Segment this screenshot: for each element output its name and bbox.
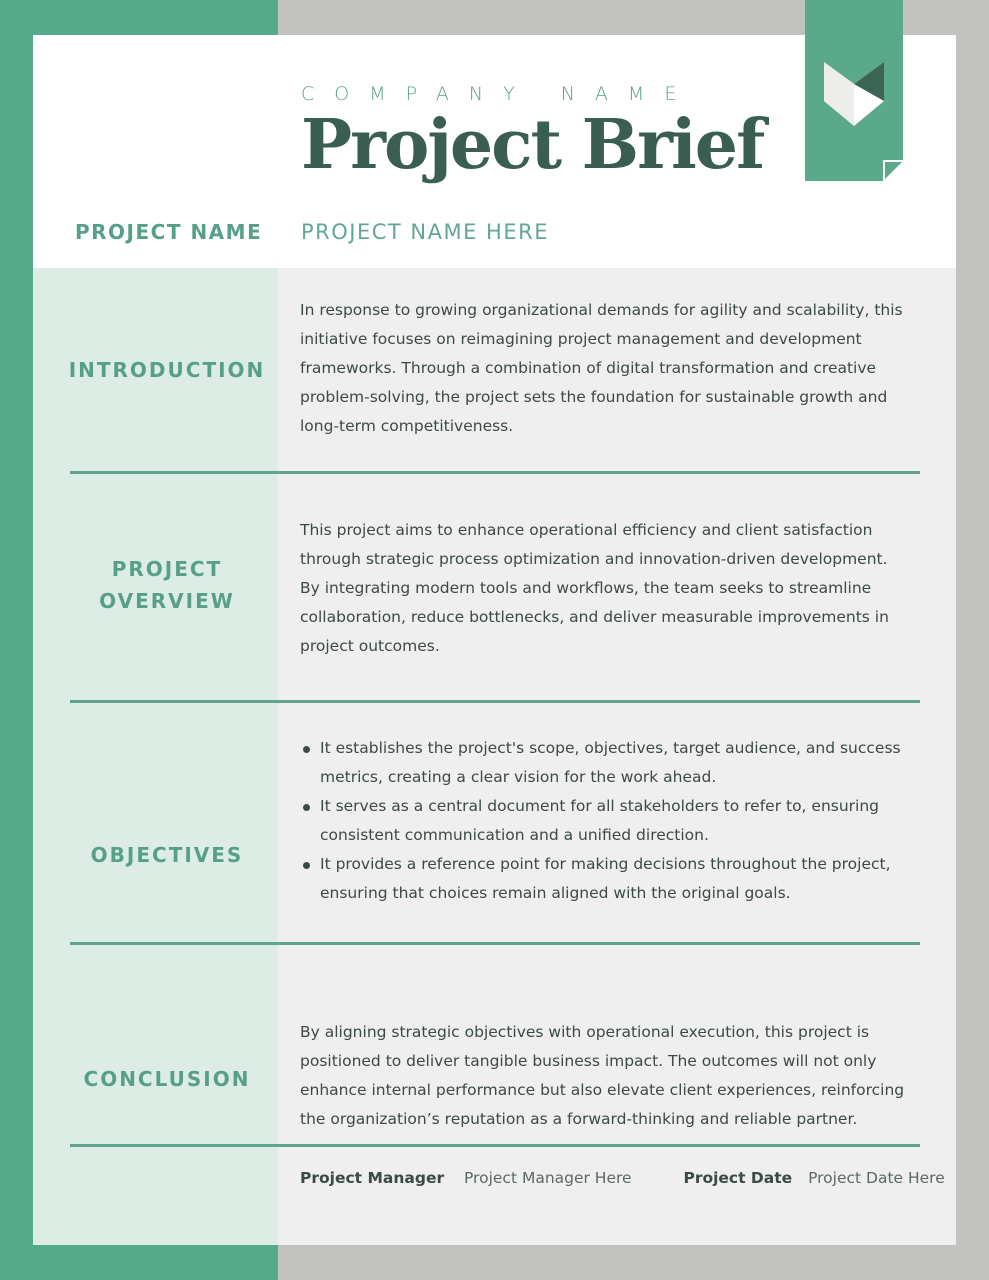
label-line: OVERVIEW (99, 589, 235, 613)
project-name-label: PROJECT NAME (75, 220, 263, 244)
section-text-conclusion: By aligning strategic objectives with operational execution, this project is positioned to deliver tangible business impact. The outcomes will not only enhance internal performance but also elevate client experiences, reinforcing the organization’s reputation as a forward-thinking and reliable partner. (300, 1023, 905, 1128)
company-name: COMPANY NAME (301, 83, 697, 105)
section-label-conclusion: CONCLUSION (83, 1067, 251, 1091)
section-label-project-overview (33, 553, 301, 617)
label-column (33, 268, 278, 1245)
objectives-list (300, 734, 910, 908)
footer-info (300, 1169, 945, 1187)
objective-item: It serves as a central document for all stakeholders to refer to, ensuring consistent communication and a unified direction. (320, 792, 910, 850)
content-body (33, 268, 956, 1245)
section-label-objectives: OBJECTIVES (90, 843, 244, 867)
section-label-introduction: INTRODUCTION (68, 358, 266, 382)
folded-cube-logo-icon (805, 0, 903, 181)
section-text-project-overview: This project aims to enhance operational efficiency and client satisfaction through strategic process optimization and innovation-driven development. By integrating modern tools and workflows, the team seeks to streamline collaboration, reduce bottlenecks, and deliver measurable improvements in project outcomes. (300, 521, 889, 655)
divider (70, 471, 920, 474)
manager-value: Project Manager Here (463, 1169, 632, 1187)
section-text-introduction: In response to growing organizational demands for agility and scalability, this initiative focuses on reimagining project management and development frameworks. Through a combination of digital transformation and creative problem-solving, the project sets the foundation for sustainable growth and long-term competitiveness. (300, 301, 903, 435)
date-label: Project Date (683, 1169, 793, 1187)
divider (70, 942, 920, 945)
divider (70, 700, 920, 703)
divider (70, 1144, 920, 1147)
manager-label: Project Manager (300, 1169, 445, 1187)
document-page (33, 35, 956, 1245)
objective-item: It provides a reference point for making decisions throughout the project, ensuring that choices remain aligned with the original goals. (320, 850, 910, 908)
objective-item: It establishes the project's scope, objectives, target audience, and success metrics, creating a clear vision for the work ahead. (320, 734, 910, 792)
label-line: PROJECT (111, 557, 223, 581)
bookmark-ribbon-icon (805, 0, 903, 181)
page-title: Project Brief (301, 105, 764, 185)
project-name-value: PROJECT NAME HERE (301, 220, 549, 244)
date-value: Project Date Here (808, 1169, 945, 1187)
